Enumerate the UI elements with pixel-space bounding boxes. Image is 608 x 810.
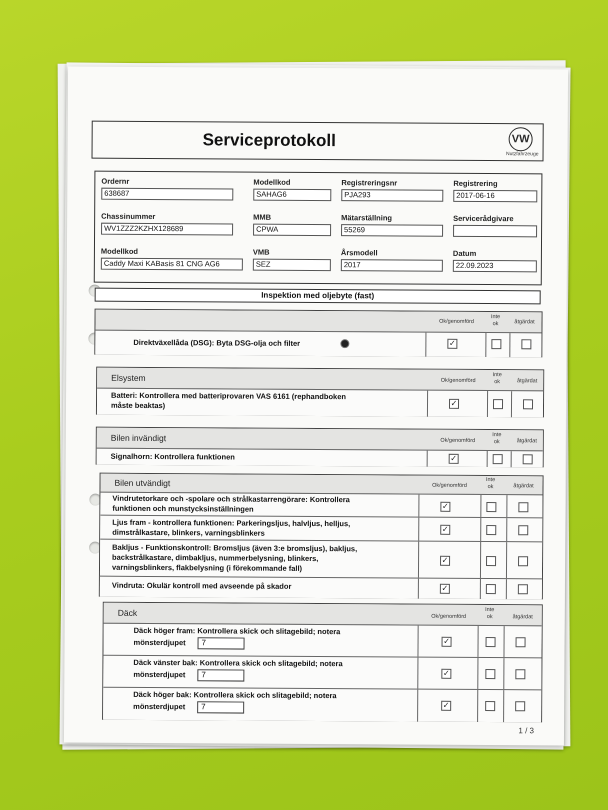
modellkod2-value: Caddy Maxi KABasis 81 CNG AG6 xyxy=(101,258,243,271)
row-text: Däck höger bak: Kontrollera skick och slitagebild; notera xyxy=(133,689,337,701)
inte-ok-checkbox[interactable] xyxy=(485,669,495,679)
registrering-label: Registrering xyxy=(453,178,498,189)
inte-ok-checkbox[interactable] xyxy=(486,502,496,512)
section-utvandigt xyxy=(99,473,544,600)
section-invandigt xyxy=(96,427,544,468)
atgardat-checkbox[interactable] xyxy=(521,339,531,349)
row-text-2: dimstrålkastare, blinkers, varningsblinkers xyxy=(112,527,265,538)
table-row xyxy=(97,388,543,418)
col-ok2-header: ok xyxy=(487,484,494,491)
vw-logo-icon: VW xyxy=(509,127,533,151)
col-inte-header: Inte xyxy=(485,477,496,484)
atgardat-checkbox[interactable] xyxy=(518,556,528,566)
ok-checkbox[interactable]: ✓ xyxy=(442,501,449,511)
row-text-2: mönsterdjupet xyxy=(133,669,186,680)
row-text: Däck höger fram: Kontrollera skick och slitagebild; notera xyxy=(133,625,341,637)
inte-ok-checkbox[interactable] xyxy=(486,637,496,647)
vehicle-info-box xyxy=(94,171,543,286)
section-name: Bilen utvändigt xyxy=(114,477,171,489)
tread-depth-field[interactable]: 7 xyxy=(197,669,244,681)
section-dack xyxy=(102,602,543,723)
ok-checkbox[interactable]: ✓ xyxy=(450,398,458,408)
ok-checkbox[interactable]: ✓ xyxy=(441,555,449,565)
modellkod-value: SAHAG6 xyxy=(253,189,331,201)
row-text: Direktväxellåda (DSG): Byta DSG-olja och filter xyxy=(133,337,301,348)
section-name: Däck xyxy=(117,607,138,618)
inspection-title: Inspektion med oljebyte (fast) xyxy=(95,288,541,305)
ok-checkbox[interactable]: ✓ xyxy=(441,583,449,593)
atgardat-checkbox[interactable] xyxy=(518,525,528,535)
mmb-value: CPWA xyxy=(253,224,331,236)
col-inte-header: Inte xyxy=(492,372,502,379)
page-number: 1 / 3 xyxy=(518,726,535,736)
section-name: Bilen invändigt xyxy=(110,432,167,444)
ordernr-label: Ordernr xyxy=(101,176,130,186)
section-dsg xyxy=(94,309,542,358)
row-text: Signalhorn: Kontrollera funktionen xyxy=(110,451,235,462)
inte-ok-checkbox[interactable] xyxy=(493,454,503,464)
ok-checkbox[interactable]: ✓ xyxy=(441,524,449,534)
atgardat-checkbox[interactable] xyxy=(518,584,528,594)
vmb-label: VMB xyxy=(252,247,270,257)
section-name: Elsystem xyxy=(111,372,146,383)
col-atgardat-header: åtgärdat xyxy=(514,319,535,326)
atgardat-checkbox[interactable] xyxy=(516,637,526,647)
col-atgardat-header: åtgärdat xyxy=(517,378,538,385)
modellkod-label: Modellkod xyxy=(253,177,291,187)
inte-ok-checkbox[interactable] xyxy=(486,525,496,535)
row-text: Vindrutetorkare och -spolare och strålkastarrengörare: Kontrollera xyxy=(112,493,350,505)
inte-ok-checkbox[interactable] xyxy=(485,701,495,711)
atgardat-checkbox[interactable] xyxy=(518,502,528,512)
modellkod2-label: Modellkod xyxy=(100,246,139,256)
mmb-label: MMB xyxy=(253,212,272,222)
row-text-3: varningsblinkers, flakbelysning (i förekommande fall) xyxy=(111,562,303,573)
row-text-2: måste beaktas) xyxy=(110,400,166,411)
chassinummer-label: Chassinummer xyxy=(101,211,156,222)
col-ok2-header: ok xyxy=(486,614,493,621)
tread-depth-field[interactable]: 7 xyxy=(198,637,245,649)
col-atgardat-header: åtgärdat xyxy=(516,438,537,445)
col-ok2-header: ok xyxy=(493,439,500,446)
table-row xyxy=(103,655,541,691)
inte-ok-checkbox[interactable] xyxy=(493,399,503,409)
matarstallning-value: 55269 xyxy=(341,224,443,237)
col-ok-header: Ok/genomförd xyxy=(440,437,476,444)
atgardat-checkbox[interactable] xyxy=(523,399,533,409)
table-row xyxy=(100,539,542,580)
table-row xyxy=(100,576,542,600)
row-text-2: backstrålkastare, dimbakljus, nummerbelysning, blinkers, xyxy=(112,552,319,564)
page-title: Serviceprotokoll xyxy=(202,130,336,151)
row-text: Ljus fram - kontrollera funktionen: Parkeringsljus, halvljus, helljus, xyxy=(112,517,351,529)
inte-ok-checkbox[interactable] xyxy=(491,339,501,349)
vmb-value: SEZ xyxy=(253,259,331,271)
row-text-2: funktionen och munstycksinställningen xyxy=(112,503,254,514)
ok-checkbox[interactable]: ✓ xyxy=(442,700,450,710)
row-text-2: mönsterdjupet xyxy=(133,637,186,648)
atgardat-checkbox[interactable] xyxy=(515,701,525,711)
serviceradgivare-label: Servicerådgivare xyxy=(453,213,514,224)
row-text: Däck vänster bak: Kontrollera skick och slitagebild; notera xyxy=(133,657,343,669)
inte-ok-checkbox[interactable] xyxy=(486,556,496,566)
atgardat-checkbox[interactable] xyxy=(523,454,533,464)
col-inte-header: Inte xyxy=(492,432,502,439)
ok-checkbox[interactable]: ✓ xyxy=(443,636,450,646)
row-text: Batteri: Kontrollera med batteriprovaren VAS 6161 (rephandboken xyxy=(111,390,347,402)
table-row xyxy=(97,448,543,468)
regnr-value: PJA293 xyxy=(341,189,443,202)
row-text: Bakljus - Funktionskontroll: Bromsljus (även 3:e bromsljus), bakljus, xyxy=(112,542,358,554)
section-elsystem xyxy=(96,367,544,418)
title-box xyxy=(92,121,544,162)
table-row xyxy=(103,623,541,659)
col-atgardat-header: åtgärdat xyxy=(512,614,533,621)
regnr-label: Registreringsnr xyxy=(341,178,398,188)
table-row xyxy=(103,687,541,723)
service-protocol-page xyxy=(64,66,568,745)
col-ok2-header: ok xyxy=(492,321,499,328)
table-row xyxy=(95,330,541,358)
registrering-value: 2017-06-16 xyxy=(453,190,537,203)
col-ok-header: Ok/genomförd xyxy=(439,318,474,325)
arsmodell-label: Årsmodell xyxy=(340,248,378,258)
row-text-2: mönsterdjupet xyxy=(133,701,186,712)
col-ok2-header: ok xyxy=(494,379,501,386)
chassinummer-value: WV1ZZZ2KZHX128689 xyxy=(101,223,233,236)
row-text: Vindruta: Okulär kontroll med avseende på skador xyxy=(111,580,292,591)
ordernr-value: 638687 xyxy=(101,188,233,201)
matarstallning-label: Mätarställning xyxy=(341,213,393,223)
col-ok-header: Ok/genomförd xyxy=(432,482,467,489)
tread-depth-field[interactable]: 7 xyxy=(197,701,244,713)
col-ok-header: Ok/genomförd xyxy=(431,613,467,620)
datum-label: Datum xyxy=(452,248,477,258)
ok-checkbox[interactable]: ✓ xyxy=(448,338,456,348)
pen-dot xyxy=(340,339,349,348)
datum-value: 22.09.2023 xyxy=(453,260,537,273)
col-ok-header: Ok/genomförd xyxy=(440,377,476,384)
col-inte-header: Inte xyxy=(490,314,501,321)
serviceradgivare-value xyxy=(453,225,537,238)
ok-checkbox[interactable]: ✓ xyxy=(442,668,450,678)
col-inte-header: Inte xyxy=(485,607,495,614)
arsmodell-value: 2017 xyxy=(341,259,443,272)
ok-checkbox[interactable]: ✓ xyxy=(450,453,458,463)
inte-ok-checkbox[interactable] xyxy=(486,584,496,594)
brand-text: Nutzfahrzeuge xyxy=(505,151,539,158)
atgardat-checkbox[interactable] xyxy=(515,669,525,679)
col-atgardat-header: åtgärdat xyxy=(513,483,534,490)
